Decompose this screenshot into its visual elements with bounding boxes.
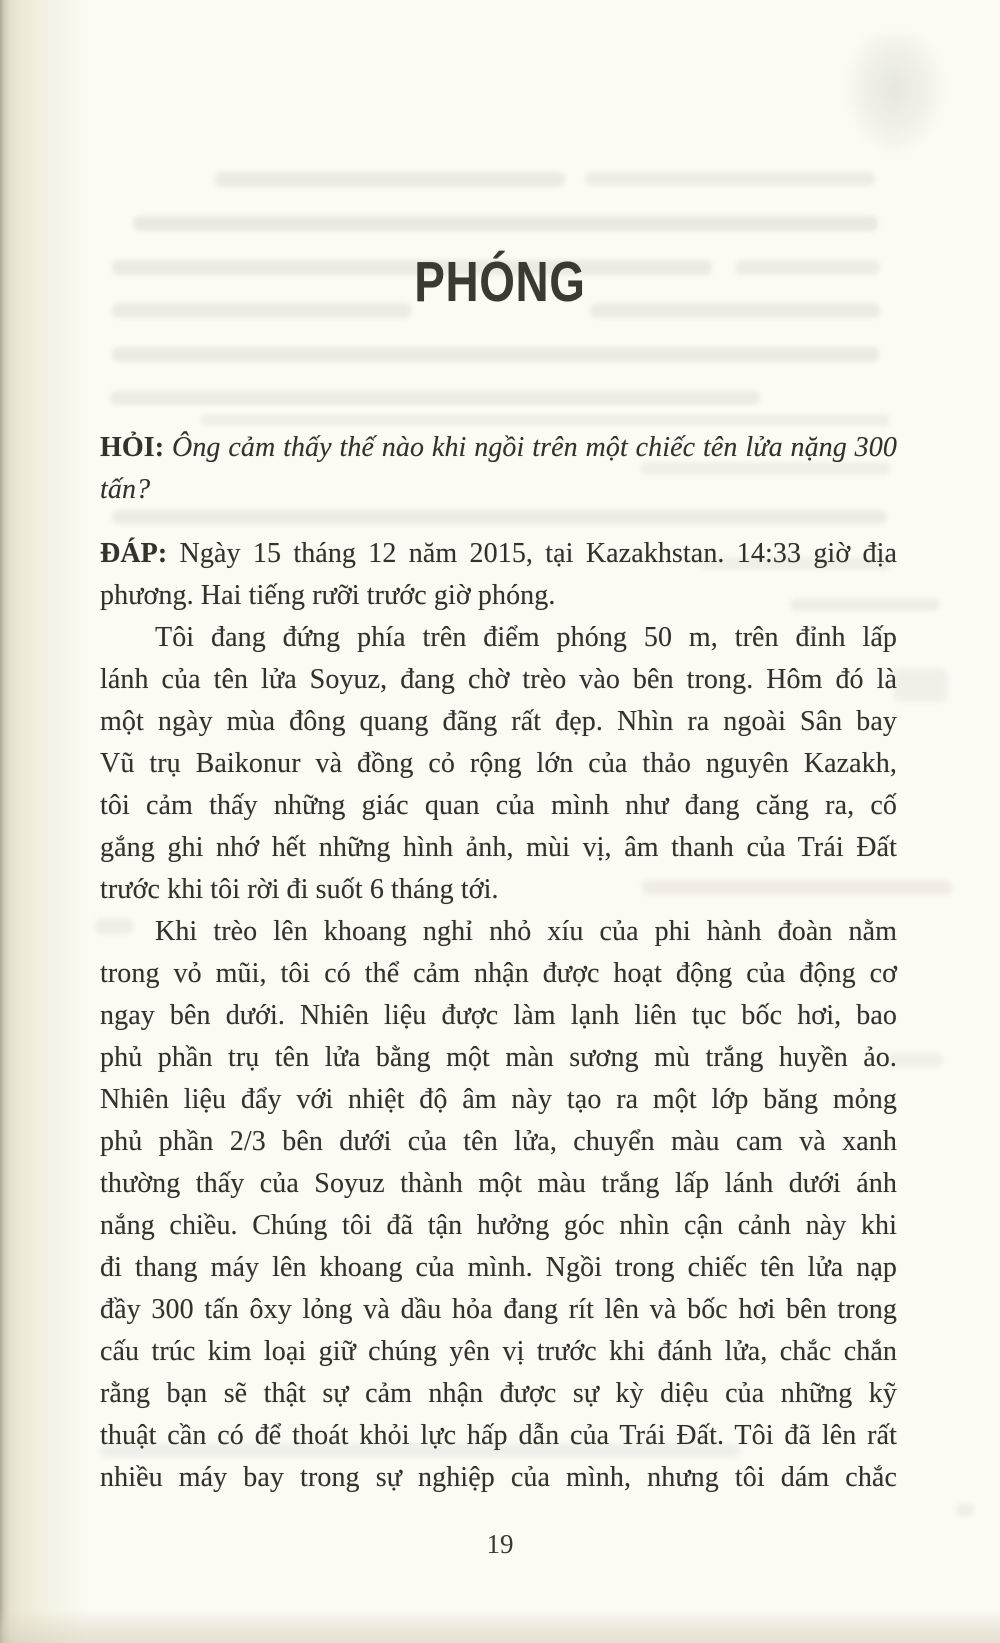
bleed-through-artifact [112, 347, 879, 362]
text-line: ĐÁP: Ngày 15 tháng 12 năm 2015, tại Kazakhstan. 14:33 giờ địa [100, 538, 897, 569]
text-line: Vũ trụ Baikonur và đồng cỏ rộng lớn của thảo nguyên Kazakh, [100, 748, 897, 779]
text-line: rằng bạn sẽ thật sự cảm nhận được sự kỳ diệu của những kỹ [100, 1378, 897, 1409]
text-line: phương. Hai tiếng rưỡi trước giờ phóng. [100, 580, 556, 611]
text-line: tôi cảm thấy những giác quan của mình như đang căng ra, cố [100, 790, 897, 821]
text-line: một ngày mùa đông quang đãng rất đẹp. Nhìn ra ngoài Sân bay [100, 706, 897, 737]
page-bottom-shadow [0, 1609, 1000, 1643]
text-line: ngay bên dưới. Nhiên liệu được làm lạnh liên tục bốc hơi, bao [100, 1000, 897, 1031]
text-line: Nhiên liệu đẩy với nhiệt độ âm này tạo ra một lớp băng mỏng [100, 1084, 897, 1115]
bleed-through-artifact [133, 216, 878, 231]
bleed-through-artifact [956, 1504, 974, 1516]
paragraph [100, 427, 897, 511]
text-line: Khi trèo lên khoang nghỉ nhỏ xíu của phi hành đoàn nằm [155, 916, 897, 947]
qa-label: HỎI: [100, 432, 165, 463]
paragraph [100, 911, 897, 1499]
bleed-through-artifact [200, 414, 890, 426]
text-line: trước khi tôi rời đi suốt 6 tháng tới. [100, 874, 499, 905]
text-line: đầy 300 tấn ôxy lỏng và dầu hỏa đang rít lên và bốc hơi bên trong [100, 1294, 897, 1325]
paragraph [100, 617, 897, 911]
text-line: đi thang máy lên khoang của mình. Ngồi trong chiếc tên lửa nạp [100, 1252, 897, 1283]
bleed-through-artifact [893, 668, 948, 702]
text-line: trong vỏ mũi, tôi có thể cảm nhận được hoạt động của động cơ [100, 958, 897, 989]
page-number: 19 [486, 1529, 514, 1559]
text-line: gắng ghi nhớ hết những hình ảnh, mùi vị, âm thanh của Trái Đất [100, 832, 897, 863]
scan-smudge [845, 35, 945, 155]
text-line: HỎI: Ông cảm thấy thế nào khi ngồi trên một chiếc tên lửa nặng 300 [100, 432, 897, 463]
text-line: Tôi đang đứng phía trên điểm phóng 50 m, trên đỉnh lấp [155, 622, 897, 653]
body-text [100, 427, 897, 1499]
text-line: phủ phần 2/3 bên dưới của tên lửa, chuyển màu cam và xanh [100, 1126, 897, 1157]
qa-label: ĐÁP: [100, 538, 168, 569]
text-line: thuật cần có để thoát khỏi lực hấp dẫn của Trái Đất. Tôi đã lên rất [100, 1420, 897, 1451]
chapter-title: PHÓNG [414, 250, 586, 314]
bleed-through-artifact [110, 391, 760, 405]
text-line: cấu trúc kim loại giữ chúng yên vị trước khi đánh lửa, chắc chắn [100, 1336, 897, 1367]
text-line: thường thấy của Soyuz thành một màu trắng lấp lánh dưới ánh [100, 1168, 897, 1199]
text-line: lánh của tên lửa Soyuz, đang chờ trèo vào bên trong. Hôm đó là [100, 664, 897, 695]
bleed-through-artifact [215, 172, 565, 187]
page-gutter-shadow [0, 0, 90, 1643]
bleed-through-artifact [585, 172, 875, 186]
text-line: nhiều máy bay trong sự nghiệp của mình, nhưng tôi dám chắc [100, 1462, 897, 1493]
paragraph [100, 533, 897, 617]
text-line: tấn? [100, 474, 151, 505]
text-line: phủ phần trụ tên lửa bằng một màn sương mù trắng huyền ảo. [100, 1042, 897, 1073]
chapter-title-row [0, 252, 1000, 312]
text-line: nắng chiều. Chúng tôi đã tận hưởng góc nhìn cận cảnh này khi [100, 1210, 897, 1241]
